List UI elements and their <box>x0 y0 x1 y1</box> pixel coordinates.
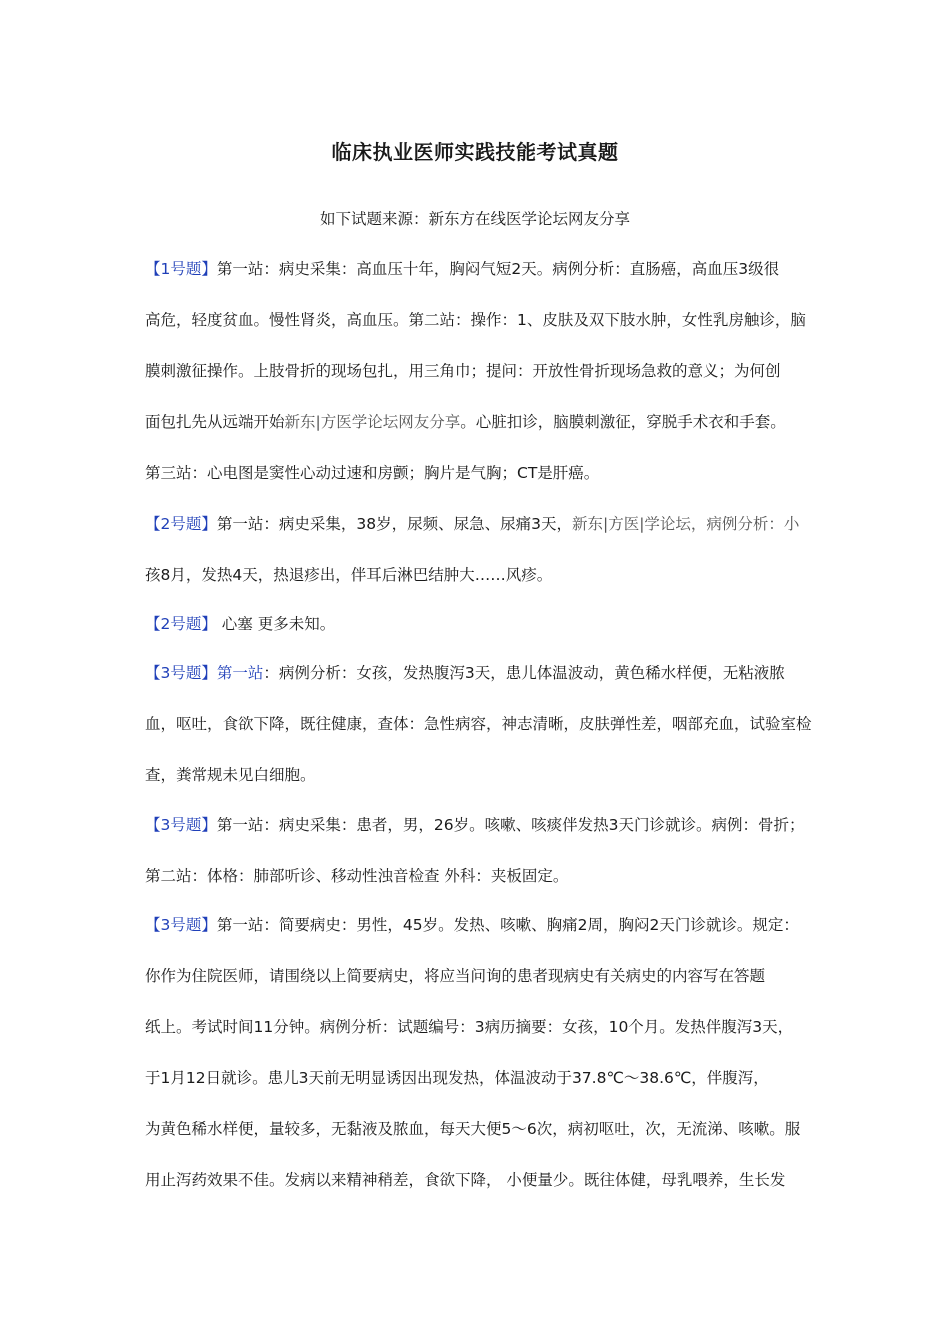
line-text: 心塞 更多未知。 <box>216 615 336 633</box>
paragraph-line <box>145 864 825 888</box>
paragraph-line <box>145 410 825 434</box>
line-text: ：病例分析：女孩，发热腹泻3天，患儿体温波动，黄色稀水样便，无粘液脓 <box>263 664 785 682</box>
paragraph-line <box>145 612 825 636</box>
line-text: 血，呕吐，食欲下降，既往健康，查体：急性病容，神志清晰，皮肤弹性差，咽部充血，试验室检 <box>145 715 812 733</box>
question-tag: 【2号题】 <box>145 615 217 633</box>
paragraph-line <box>145 1066 825 1090</box>
question-tag: 【1号题】 <box>145 260 217 278</box>
line-text: 你作为住院医师，请围绕以上简要病史，将应当问询的患者现病史有关病史的内容写在答题 <box>145 967 766 985</box>
paragraph-line <box>145 563 825 587</box>
paragraph-line <box>145 913 825 937</box>
page-title: 临床执业医师实践技能考试真题 <box>331 140 619 164</box>
paragraph-line <box>145 1015 825 1039</box>
line-text: 用止泻药效果不佳。发病以来精神稍差，食欲下降， 小便量少。既往体健，母乳喂养，生长发 <box>145 1171 786 1189</box>
paragraph-line <box>145 712 825 736</box>
watermark-text: 新东|方医学论坛网友分享 <box>284 413 461 431</box>
line-text: 第一站：病史采集：高血压十年，胸闷气短2天。病例分析：直肠癌，高血压3级很 <box>216 260 780 278</box>
watermark-text: 新东|方医|学论坛，病例分析：小 <box>571 515 800 533</box>
line-text: 膜刺激征操作。上肢骨折的现场包扎，用三角巾；提问：开放性骨折现场急救的意义；为何创 <box>145 362 781 380</box>
line-text: 于1月12日就诊。患儿3天前无明显诱因出现发热，体温波动于37.8℃～38.6℃，伴腹泻， <box>145 1069 769 1087</box>
paragraph-line <box>145 308 825 332</box>
line-text: 面包扎先从远端开始 <box>145 413 285 431</box>
paragraph-line <box>145 813 825 837</box>
question-tag: 【2号题】 <box>145 515 217 533</box>
paragraph-line <box>145 257 825 281</box>
line-text: 第二站：体格：肺部听诊、移动性浊音检查 外科：夹板固定。 <box>145 867 569 885</box>
paragraph-line <box>145 1117 825 1141</box>
line-text: 查，粪常规未见白细胞。 <box>145 766 316 784</box>
line-text: 纸上。考试时间11分钟。病例分析：试题编号：3病历摘要：女孩，10个月。发热伴腹泻3天， <box>145 1018 794 1036</box>
source-line: 如下试题来源：新东方在线医学论坛网友分享 <box>319 210 630 228</box>
line-text: 孩8月，发热4天，热退疹出，伴耳后淋巴结肿大……风疹。 <box>145 566 553 584</box>
paragraph-line <box>145 763 825 787</box>
paragraph-line <box>145 661 825 685</box>
line-text: 第一站：简要病史：男性，45岁。发热、咳嗽、胸痛2周，胸闷2天门诊就诊。规定： <box>216 916 799 934</box>
paragraph-line <box>145 359 825 383</box>
line-text: 为黄色稀水样便，量较多，无黏液及脓血，每天大便5～6次，病初呕吐，次，无流涕、咳嗽。服 <box>145 1120 801 1138</box>
line-text: 。心脏扣诊，脑膜刺激征，穿脱手术衣和手套。 <box>460 413 786 431</box>
question-tag: 【3号题】 <box>145 816 217 834</box>
question-tag: 【3号题】 <box>145 916 217 934</box>
paragraph-line <box>145 512 825 536</box>
line-text: 第一站：病史采集，38岁，尿频、尿急、尿痛3天， <box>216 515 572 533</box>
line-text: 高危，轻度贫血。慢性肾炎，高血压。第二站：操作：1、皮肤及双下肢水肿，女性乳房触诊，脑 <box>145 311 806 329</box>
paragraph-line <box>145 461 825 485</box>
line-text: 第三站：心电图是窦性心动过速和房颤；胸片是气胸；CT是肝癌。 <box>145 464 600 482</box>
paragraph-line <box>145 1168 825 1192</box>
line-text: 第一站：病史采集：患者，男，26岁。咳嗽、咳痰伴发热3天门诊就诊。病例：骨折； <box>216 816 805 834</box>
question-tag: 【3号题】第一站 <box>145 664 264 682</box>
paragraph-line <box>145 964 825 988</box>
